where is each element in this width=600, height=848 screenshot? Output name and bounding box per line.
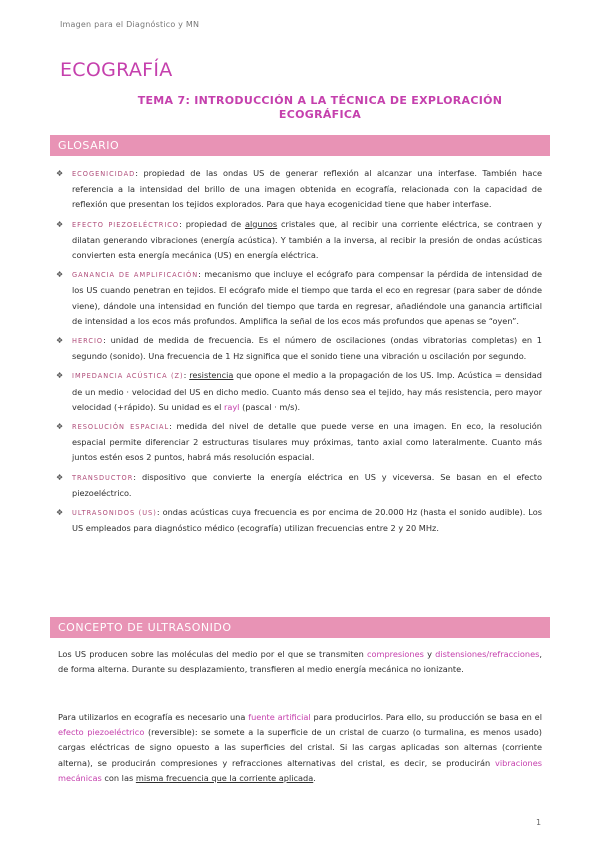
section-heading-glosario: GLOSARIO bbox=[50, 135, 550, 156]
glossary-item-ganancia bbox=[56, 267, 542, 329]
glossary-term: HERCIO bbox=[72, 337, 104, 346]
glossary-item-transductor bbox=[56, 470, 542, 501]
document-subtitle: TEMA 7: INTRODUCCIÓN A LA TÉCNICA DE EXPLORACIÓN ECOGRÁFICA bbox=[137, 94, 503, 121]
highlight-text: vibraciones mecánicas bbox=[58, 757, 542, 783]
diamond-bullet-icon: ❖ bbox=[56, 508, 64, 518]
glossary-term: ULTRASONIDOS (US) bbox=[72, 509, 157, 518]
paragraph-text: Para utilizarlos en ecografía es necesario una bbox=[58, 712, 249, 722]
glossary-text: (pascal · m/s). bbox=[239, 401, 301, 412]
glossary-term: TRANSDUCTOR bbox=[72, 473, 134, 482]
glossary-text: cristales que, al recibir una corriente eléctrica, se contraen y dilatan generando vibraciones (energía acústica). Y también a la inversa, al recibir la presión de ondas acústicas convierten esta energía mecánica (US) en energía eléctrica. bbox=[72, 218, 543, 261]
paragraph-text: para producirlos. Para ello, su producción se basa en el bbox=[310, 712, 542, 722]
glossary-term: IMPEDANCIA ACÚSTICA (Z) bbox=[72, 372, 184, 381]
paragraph-text: Los US producen sobre las moléculas del medio por el que se transmiten bbox=[58, 649, 367, 659]
glossary-item-ultrasonidos bbox=[56, 505, 542, 536]
underlined-text: misma frecuencia que la corriente aplicada bbox=[135, 772, 314, 783]
paragraph-text: . bbox=[313, 772, 316, 783]
highlight-text: fuente artificial bbox=[248, 712, 311, 722]
paragraph-text: con las bbox=[101, 772, 136, 783]
diamond-bullet-icon: ❖ bbox=[56, 219, 64, 229]
document-title: ECOGRAFÍA bbox=[60, 59, 173, 81]
glossary-item-impedancia bbox=[56, 368, 542, 415]
highlight-text: rayl bbox=[223, 401, 240, 412]
glossary-text: : dispositivo que convierte la energía eléctrica en US y viceversa. Se basan en el efecto piezoeléctrico. bbox=[72, 471, 542, 498]
glossary-text: que opone el medio a la propagación de los US. Imp. Acústica = densidad de un medio · velocidad del US en dicho medio. Cuanto más denso sea el tejido, hay más resistencia, pero mayor velocidad (+rápido). Su unidad es el bbox=[72, 370, 542, 412]
highlight-text: distensiones/refracciones bbox=[435, 649, 540, 659]
glossary-text: : propiedad de las ondas US de generar reflexión al alcanzar una interfase. También hace referencia a la intensidad del brillo de una imagen obtenida en ecografía, relacionada con la capacidad de reflexión que presentan los tejidos explorados. Para que haya ecogenicidad tiene que haber interfase. bbox=[72, 168, 542, 210]
glossary-term: EFECTO PIEZOELÉCTRICO bbox=[72, 220, 180, 229]
glossary-item-ecogenicidad bbox=[56, 166, 542, 213]
diamond-bullet-icon: ❖ bbox=[56, 472, 64, 482]
diamond-bullet-icon: ❖ bbox=[56, 336, 64, 346]
paragraph-concepto-1 bbox=[58, 647, 542, 677]
underlined-text: resistencia bbox=[189, 370, 234, 381]
glossary-item-resolucion bbox=[56, 419, 542, 466]
glossary-list bbox=[56, 166, 542, 540]
page-number: 1 bbox=[536, 818, 542, 827]
glossary-text: : propiedad de bbox=[179, 218, 246, 229]
diamond-bullet-icon: ❖ bbox=[56, 422, 64, 432]
running-header: Imagen para el Diagnóstico y MN bbox=[60, 20, 200, 29]
highlight-text: compresiones bbox=[366, 649, 424, 659]
diamond-bullet-icon: ❖ bbox=[56, 169, 64, 178]
paragraph-text: (reversible): se somete a la superficie de un cristal de cuarzo (o turmalina, es menos usado) cargas eléctricas de signo opuesto a las superficies del cristal. Si las cargas aplicadas son alternas (corriente alterna), se producirán compresiones y refracciones alternativas del cristal, es decir, se producirán bbox=[58, 727, 542, 768]
glossary-text: : mecanismo que incluye el ecógrafo para compensar la pérdida de intensidad de los US cuando penetran en tejidos. El ecógrafo mide el tiempo que tarda el eco en regresar (para saber de dónde viene), dándole una intensidad en función del tiempo que tarda en regresar, añadiéndole una ganancia artificial de intensidad a los ecos más profundos. Amplifica la señal de los ecos más profundos que apenas se “oyen”. bbox=[72, 269, 542, 326]
glossary-term: RESOLUCIÓN ESPACIAL bbox=[72, 423, 170, 432]
glossary-text: : ondas acústicas cuya frecuencia es por encima de 20.000 Hz (hasta el sonido audible). Los US empleados para diagnóstico médico (ecografía) utilizan frecuencias entre 2 y 20 MHz. bbox=[72, 507, 543, 534]
underlined-text: algunos bbox=[245, 218, 278, 229]
glossary-text: : medida del nivel de detalle que puede verse en una imagen. En eco, la resolución espacial permite diferenciar 2 estructuras tisulares muy próximas, tanto axial como lateralmente. Cuanto más juntos estén esos 2 puntos, habrá más resolución espacial. bbox=[72, 421, 542, 463]
glossary-text: : bbox=[183, 370, 190, 381]
section-heading-concepto: CONCEPTO DE ULTRASONIDO bbox=[50, 617, 550, 638]
paragraph-text: , de forma alterna. Durante su desplazamiento, transfieren al medio energía mecánica no ionizante. bbox=[58, 649, 542, 675]
diamond-bullet-icon: ❖ bbox=[56, 371, 64, 381]
diamond-bullet-icon: ❖ bbox=[56, 270, 64, 280]
glossary-item-hercio bbox=[56, 333, 542, 364]
glossary-item-efecto-piezoelectrico bbox=[56, 217, 542, 264]
paragraph-concepto-2 bbox=[58, 710, 542, 786]
glossary-term: GANANCIA DE AMPLIFICACIÓN bbox=[72, 271, 199, 280]
highlight-text: efecto piezoeléctrico bbox=[58, 727, 145, 738]
glossary-term: ECOGENICIDAD bbox=[72, 170, 136, 178]
paragraph-text: y bbox=[423, 649, 436, 659]
glossary-text: : unidad de medida de frecuencia. Es el número de oscilaciones (ondas vibratorias completas) en 1 segundo (sonido). Una frecuencia de 1 Hz significa que el sonido tiene una vibración u oscilación por segundo. bbox=[72, 335, 542, 362]
